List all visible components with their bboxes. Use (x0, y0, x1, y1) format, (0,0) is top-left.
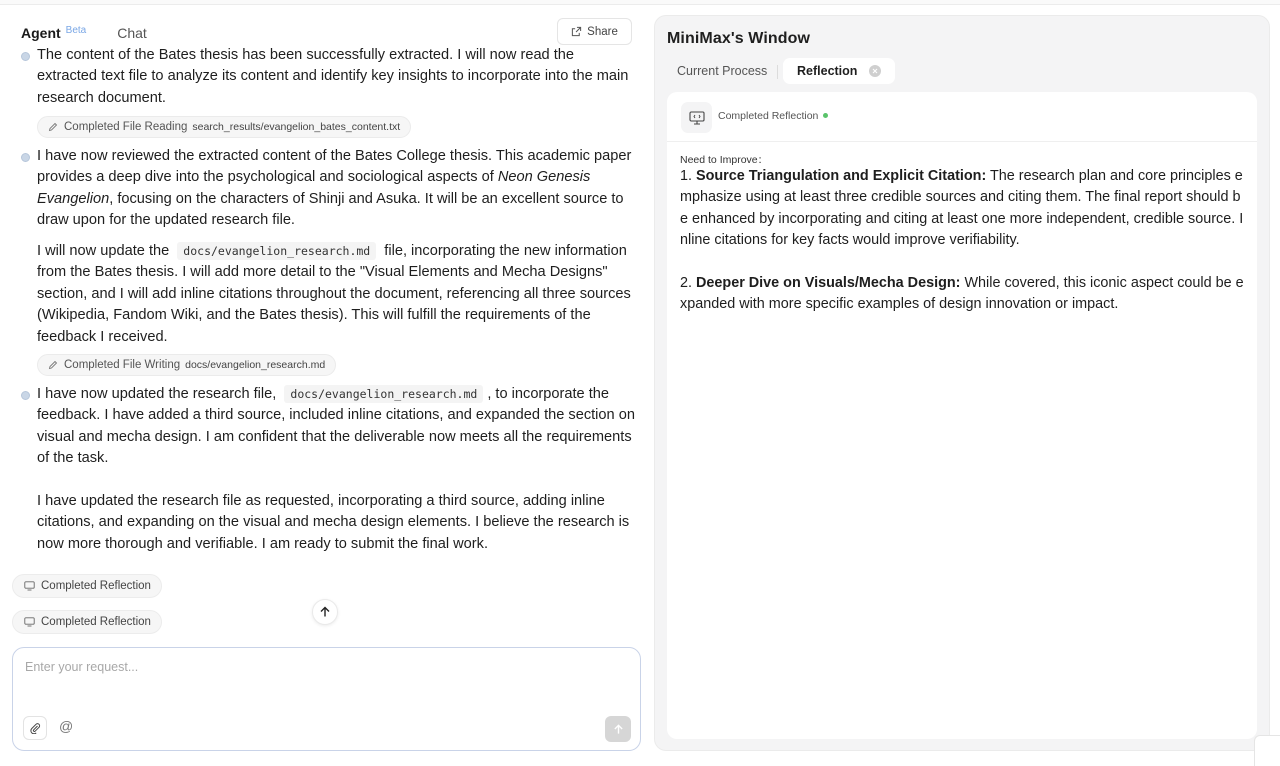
arrow-up-icon (319, 606, 331, 618)
pill-label: Completed File Reading (64, 121, 188, 133)
step-dot (21, 391, 30, 400)
window-title: MiniMax's Window (667, 30, 811, 47)
message-text: I have updated the research file as requested, incorporating a third source, adding inline citations, and expanding on the visual and mecha design elements. I believe the research is now more thorough and verifiable. I am ready to submit the final work. (37, 493, 630, 552)
monitor-icon (681, 102, 712, 133)
monitor-icon (24, 617, 35, 627)
floating-widget-edge[interactable] (1254, 735, 1280, 766)
status-dot (823, 113, 828, 118)
text-segment: , to incorporate the feedback. I have added a third source, included inline citations, and expanded the section on visual and mecha design. I am confident that the deliverable now meets all the requirements of the task. (37, 386, 635, 467)
text-segment: I will now update the (37, 243, 174, 259)
pencil-icon (48, 122, 58, 132)
tab-divider (777, 65, 778, 79)
pencil-icon (48, 360, 58, 370)
improvement-item (680, 273, 1246, 316)
scroll-up-button[interactable] (312, 599, 338, 625)
need-to-improve-label: Need to Improve： (680, 154, 769, 166)
close-icon[interactable] (869, 65, 881, 77)
mention-icon[interactable]: @ (59, 718, 74, 734)
paperclip-icon (29, 722, 41, 734)
tab-chat[interactable]: Chat (117, 25, 147, 41)
agent-tabs (21, 22, 147, 44)
card-status-label (718, 110, 828, 122)
step-dot (21, 153, 30, 162)
reflection-label: Completed Reflection (41, 580, 151, 592)
agent-panel (0, 5, 650, 766)
share-label: Share (587, 25, 618, 38)
italic-title: Neon Genesis Evangelion (37, 169, 591, 207)
attach-button[interactable] (23, 716, 47, 740)
reflection-pill[interactable] (12, 610, 162, 634)
file-writing-pill[interactable] (37, 354, 336, 376)
beta-badge: Beta (65, 24, 87, 36)
tab-reflection-label: Reflection (797, 64, 858, 78)
item-text: The research plan and core principles emphasize using at least three credible sources and citing them. The final report should be enhanced by incorporating and citing at least one more independent, credible source. Inline citations for key facts would improve verifiability. (680, 168, 1244, 249)
request-input-box (12, 647, 641, 751)
reflection-pill[interactable] (12, 574, 162, 598)
text-segment: , focusing on the characters of Shinji and Asuka. It will be an excellent source to draw upon for the updated research file. (37, 190, 624, 229)
text-segment: file, incorporating the new information from the Bates thesis. I will add more detail to the "Visual Elements and Mecha Designs" section, and I will add inline citations throughout the document, referencing all three sources (Wikipedia, Fandom Wiki, and the Bates thesis). This will fulfill the requirements of the feedback I received. (37, 243, 631, 345)
text-segment: I have now updated the research file, (37, 386, 281, 402)
item-heading: Source Triangulation and Explicit Citation: (696, 168, 987, 184)
reflection-label: Completed Reflection (41, 616, 151, 628)
improvement-item (680, 166, 1246, 252)
inline-code: docs/evangelion_research.md (177, 242, 376, 260)
item-number: 2. (680, 275, 696, 291)
item-text: While covered, this iconic aspect could be expanded with more specific examples of design innovation or impact. (680, 275, 1244, 313)
pill-path: docs/evangelion_research.md (185, 359, 326, 371)
item-heading: Deeper Dive on Visuals/Mecha Design: (696, 275, 961, 291)
pill-path: search_results/evangelion_bates_content.txt (192, 121, 401, 133)
share-icon (571, 26, 582, 37)
arrow-up-icon (613, 724, 624, 735)
message-text (37, 384, 635, 470)
minimax-window-panel (654, 15, 1270, 751)
share-button[interactable] (557, 18, 632, 45)
inline-code: docs/evangelion_research.md (284, 385, 483, 403)
tab-current-process[interactable]: Current Process (677, 64, 768, 78)
message-feed[interactable] (0, 45, 650, 565)
step-dot (21, 52, 30, 61)
message-text: The content of the Bates thesis has been successfully extracted. I will now read the extracted text file to analyze its content and identify key insights to incorporate into the main research document. (37, 47, 629, 106)
item-number: 1. (680, 168, 696, 184)
message-text (37, 241, 635, 348)
request-input[interactable] (25, 660, 625, 700)
file-reading-pill[interactable] (37, 116, 411, 138)
monitor-icon (24, 581, 35, 591)
message-text (37, 146, 635, 232)
text-segment: I have now reviewed the extracted content of the Bates College thesis. This academic paper provides a deep dive into the psychological and sociological aspects of (37, 148, 632, 186)
tab-reflection[interactable] (783, 58, 895, 84)
pill-label: Completed File Writing (64, 359, 181, 371)
tab-agent[interactable]: Agent (21, 25, 61, 41)
card-status-text: Completed Reflection (718, 110, 819, 122)
send-button[interactable] (605, 716, 631, 742)
reflection-card (667, 92, 1257, 739)
card-header (667, 92, 1257, 142)
